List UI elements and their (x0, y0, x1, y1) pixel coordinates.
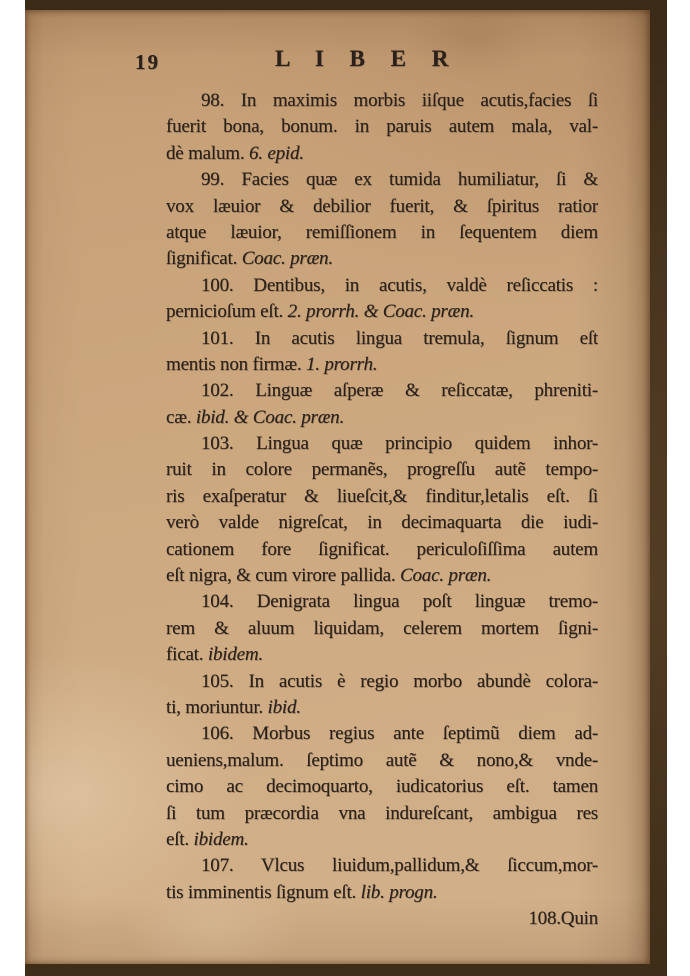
text-line (166, 326, 598, 352)
text-line (166, 378, 598, 404)
text-line (166, 457, 598, 483)
body-text: vox læuior & debilior fuerit, & ſpiritus ratior (166, 195, 598, 217)
body-text: cationem fore ſignificat. periculoſiſſima autem (166, 538, 598, 560)
paragraph-lines (166, 88, 598, 906)
text-line (166, 114, 598, 140)
text-line (166, 141, 598, 167)
body-text: 102. Linguæ aſperæ & reſiccatæ, phreniti- (201, 380, 598, 402)
body-text: ueniens,malum. ſeptimo autẽ & nono,& vnde- (166, 749, 598, 771)
text-line (166, 194, 598, 220)
body-text: 103. Lingua quæ principio quidem inhor- (201, 433, 598, 455)
page-number: 19 (135, 50, 160, 74)
text-line (166, 853, 598, 879)
reference-citation: ibidem. (193, 828, 249, 850)
reference-citation: Coac. præn. (241, 248, 333, 270)
body-text: eſt nigra, & cum virore pallida. (166, 565, 400, 587)
text-line (166, 220, 598, 246)
body-text: rem & aluum liquidam, celerem mortem ſigni- (166, 617, 598, 639)
body-text: ſignificat. (166, 248, 242, 270)
text-line (166, 352, 598, 378)
reference-citation: 6. epid. (248, 142, 304, 164)
text-block (166, 88, 598, 933)
text-line (166, 721, 598, 747)
reference-citation: Coac. præn. (400, 565, 492, 587)
running-header (25, 46, 650, 80)
body-text: tis imminentis ſignum eſt. (166, 881, 361, 903)
text-line (166, 669, 598, 695)
reference-citation: ibid. (267, 696, 301, 718)
reference-citation: lib. progn. (360, 881, 438, 903)
text-line (166, 431, 598, 457)
body-text: ti, moriuntur. (166, 696, 268, 718)
body-text: ris exaſperatur & liueſcit,& finditur,letalis eſt. ſi (166, 485, 598, 507)
reference-citation: ibidem. (207, 644, 263, 666)
book-page-scan (25, 0, 667, 976)
body-text: 100. Dentibus, in acutis, valdè reſiccatis : (201, 274, 598, 296)
text-line (166, 510, 598, 536)
text-line (166, 88, 598, 114)
body-text: 101. In acutis lingua tremula, ſignum eſt (201, 327, 598, 349)
body-text: 105. In acutis è regio morbo abundè colora- (201, 670, 598, 692)
text-line (166, 299, 598, 325)
text-line (166, 880, 598, 906)
body-text: fuerit bona, bonum. in paruis autem mala, val- (166, 116, 598, 138)
text-line (166, 589, 598, 615)
text-line (166, 484, 598, 510)
body-text: cimo ac decimoquarto, iudicatorius eſt. tamen (166, 776, 598, 798)
text-line (166, 405, 598, 431)
text-line (166, 563, 598, 589)
body-text: 106. Morbus regius ante ſeptimũ diem ad- (201, 723, 598, 745)
text-line (166, 246, 598, 272)
text-line (166, 642, 598, 668)
body-text: 107. Vlcus liuidum,pallidum,& ſiccum,mor- (201, 855, 598, 877)
body-text: ficat. (166, 644, 208, 666)
body-text: eſt. (166, 828, 194, 850)
text-line (166, 695, 598, 721)
body-text: 104. Denigrata lingua poſt linguæ tremo- (201, 591, 598, 613)
body-text: verò valde nigreſcat, in decimaquarta die iudi- (166, 512, 598, 534)
body-text: pernicioſum eſt. (166, 301, 288, 323)
text-line (166, 748, 598, 774)
text-line (166, 801, 598, 827)
body-text: ſi tum præcordia vna indureſcant, ambigua res (166, 802, 598, 824)
book-page (25, 10, 650, 964)
reference-citation: 2. prorrh. & Coac. præn. (287, 301, 474, 323)
reference-citation: ibid. & Coac. præn. (195, 406, 345, 428)
text-line (166, 774, 598, 800)
body-text: cæ. (166, 406, 196, 428)
header-title: L I B E R (275, 46, 459, 71)
text-line (166, 616, 598, 642)
body-text: mentis non firmæ. (166, 353, 306, 375)
body-text: atque læuior, remiſſionem in ſequentem diem (166, 221, 598, 243)
body-text: dè malum. (166, 142, 249, 164)
reference-citation: 1. prorrh. (305, 353, 378, 375)
text-line (166, 167, 598, 193)
text-line (166, 827, 598, 853)
text-line (166, 537, 598, 563)
body-text: 98. In maximis morbis iiſque acutis,facies ſi (201, 90, 598, 111)
catchword: 108.Quin (528, 908, 598, 930)
body-text: ruit in colore permanẽs, progreſſu autẽ tempo- (166, 459, 598, 481)
text-line (166, 273, 598, 299)
body-text: 99. Facies quæ ex tumida humiliatur, ſi & (201, 169, 598, 191)
